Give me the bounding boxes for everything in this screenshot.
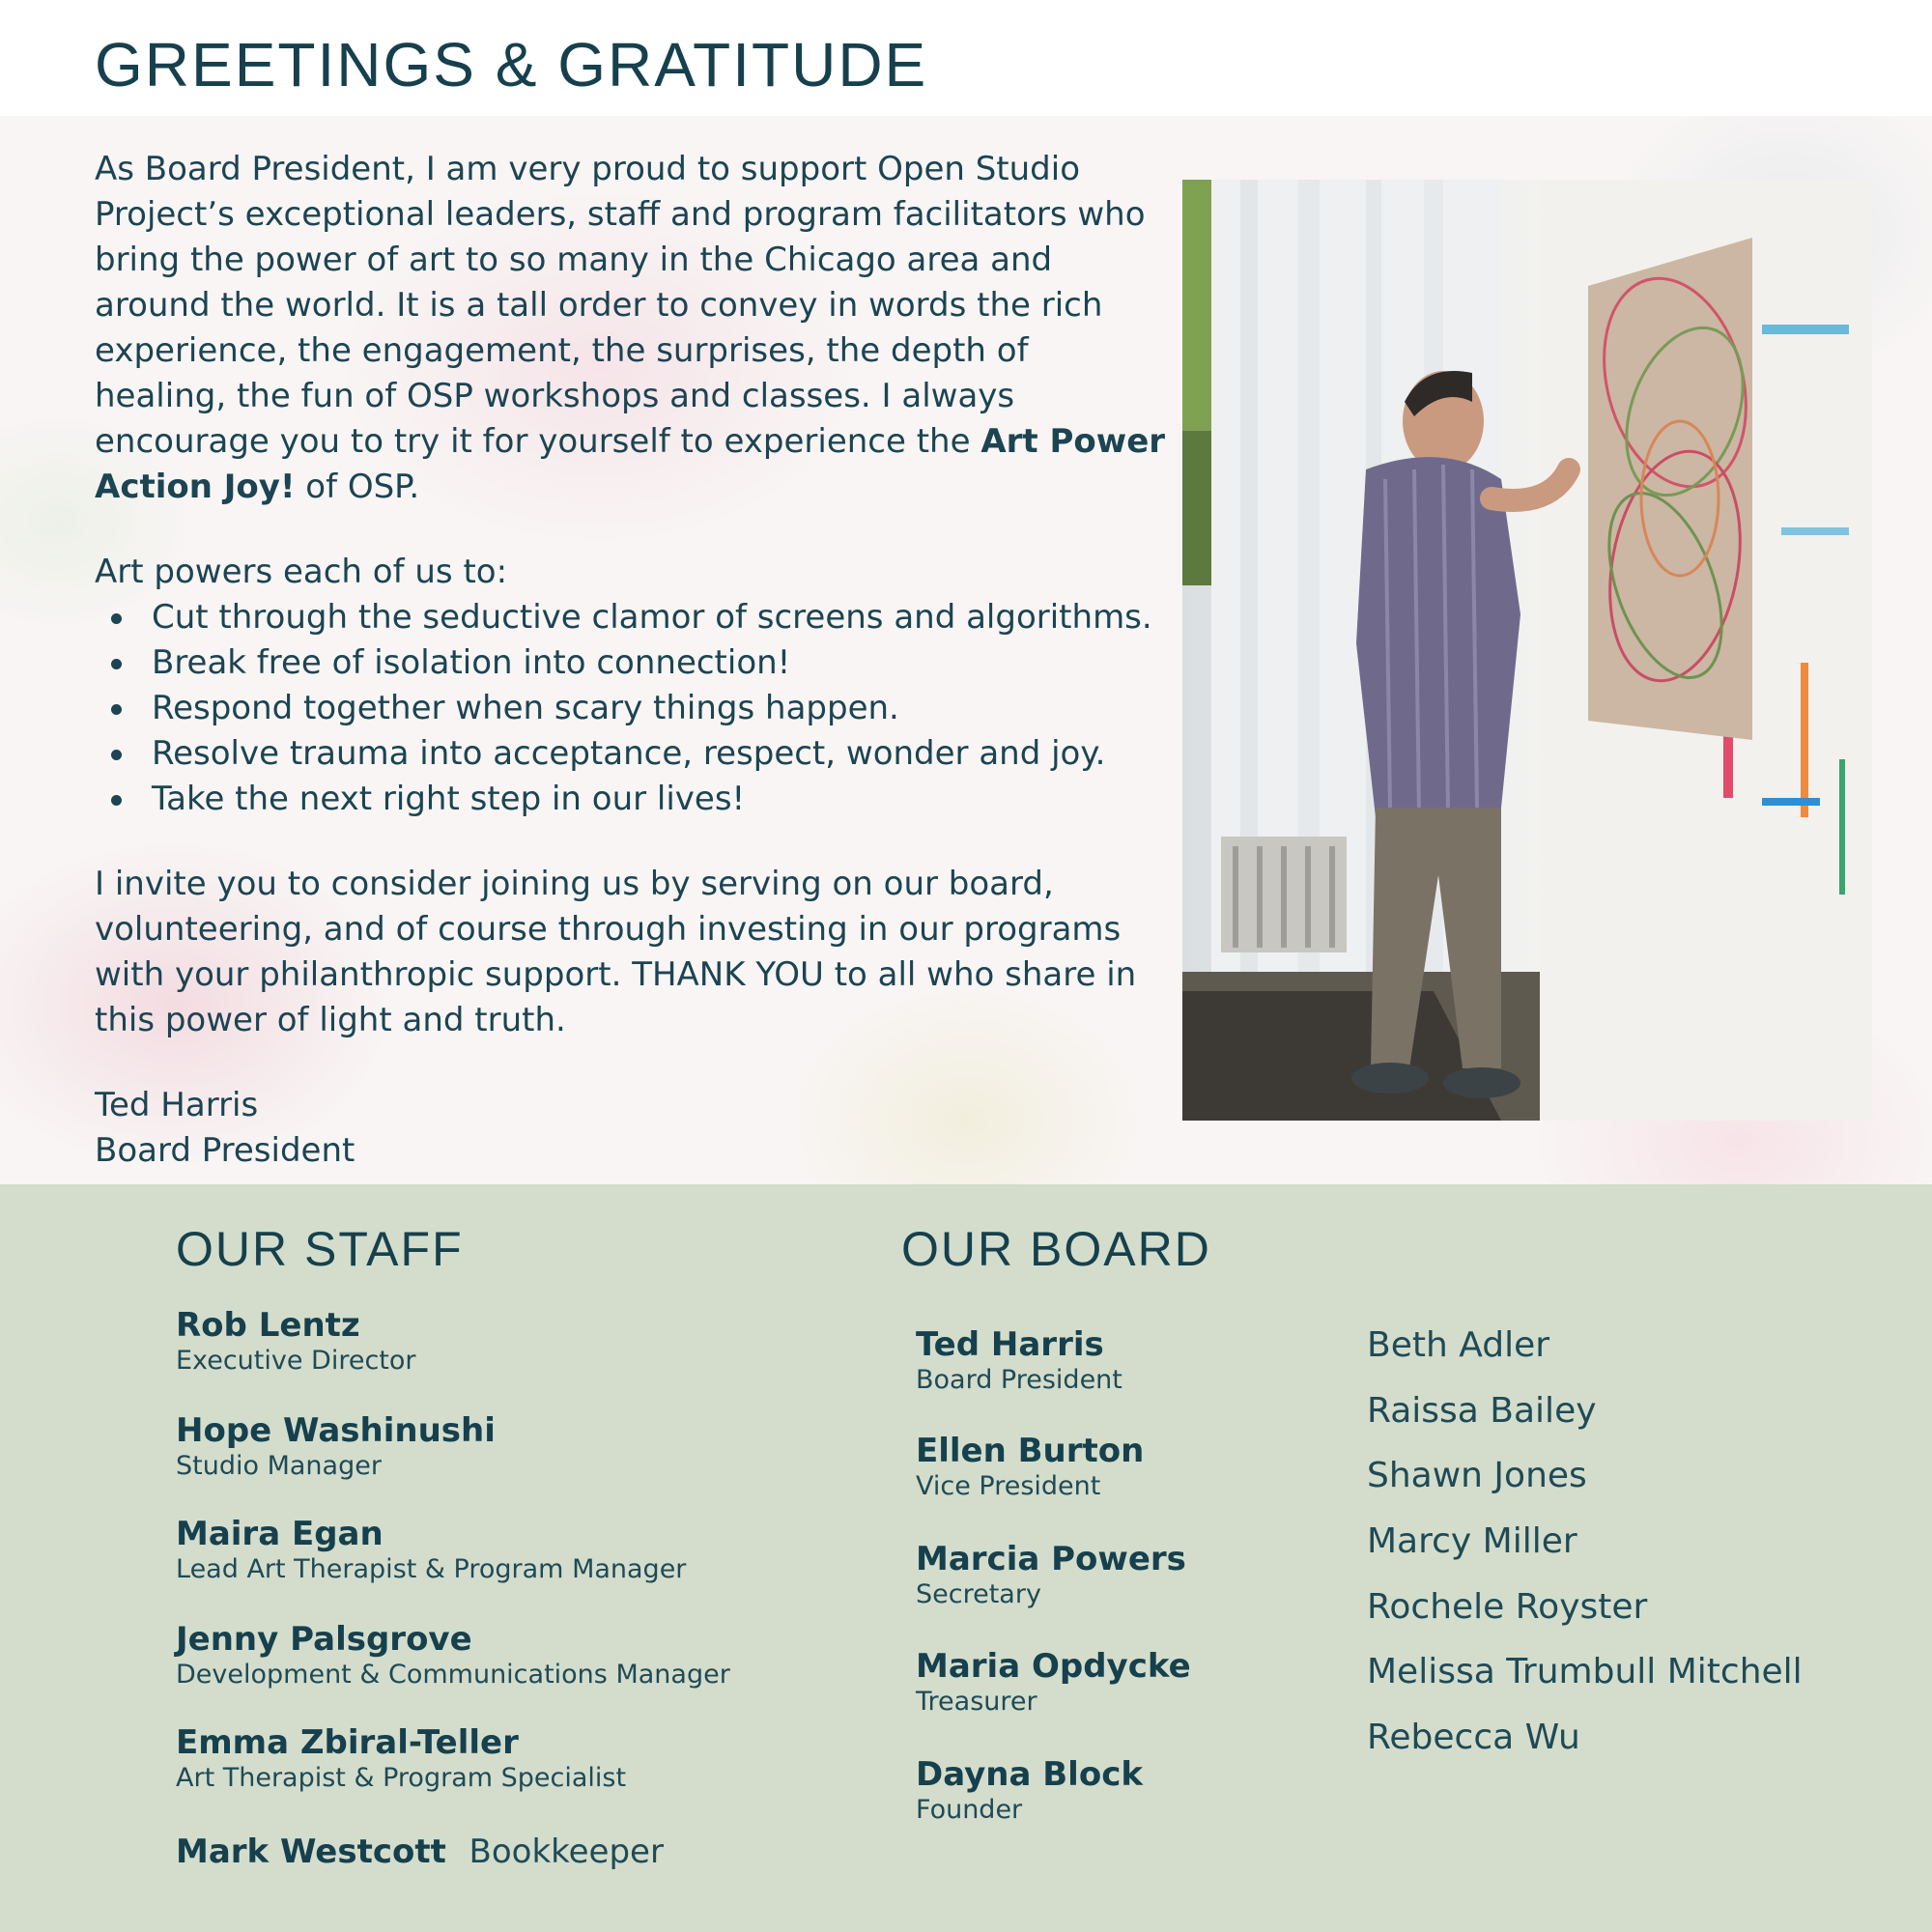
board-member: Marcy Miller (1367, 1521, 1577, 1561)
bullet-icon (111, 750, 122, 760)
staff-member (176, 1411, 496, 1483)
board-member: Rebecca Wu (1367, 1718, 1580, 1757)
officer-name: Ted Harris (916, 1325, 1104, 1364)
staff-role: Executive Director (176, 1346, 416, 1376)
officer-name: Maria Opdycke (916, 1647, 1191, 1686)
signature-name: Ted Harris (95, 1086, 259, 1124)
officer-name: Marcia Powers (916, 1540, 1186, 1578)
staff-name: Jenny Palsgrove (176, 1620, 472, 1659)
letter-paragraph-3: I invite you to consider joining us by serving on our board, volunteering, and of course through investing in our programs with your philanthropic support. THANK YOU to all who share in this power of light and truth. (95, 865, 1137, 1039)
bullet-item: Respond together when scary things happen. (95, 686, 1167, 731)
staff-member (176, 1620, 730, 1691)
board-member: Shawn Jones (1367, 1456, 1587, 1495)
page-title: GREETINGS & GRATITUDE (95, 30, 928, 99)
board-member: Beth Adler (1367, 1325, 1550, 1365)
letter-tagline: Art Power Action Joy! (95, 422, 1166, 506)
photo-man-drawing (1182, 180, 1872, 1121)
staff-name: Mark Westcott (176, 1833, 446, 1871)
staff-section-title: OUR STAFF (176, 1222, 464, 1276)
staff-role: Studio Manager (176, 1451, 382, 1481)
board-member: Raissa Bailey (1367, 1391, 1597, 1431)
letter-paragraph-1: As Board President, I am very proud to support Open Studio Project’s exceptional leaders, staff and program facilitators who bring the power of art to so many in the Chicago area and around the world. It is a tall order to convey in words the rich experience, the engagement, the surprises, the depth of healing, the fun of OSP workshops and classes. I always encourage you to try it for yourself to experience the Art Power Action Joy! of OSP. (95, 150, 1166, 506)
staff-role: Art Therapist & Program Specialist (176, 1763, 627, 1793)
officer-role: Secretary (916, 1579, 1041, 1609)
bullet-icon (111, 659, 122, 669)
board-member: Rochele Royster (1367, 1587, 1648, 1627)
signature-title: Board President (95, 1131, 355, 1170)
president-letter (95, 147, 1167, 1174)
staff-name: Hope Washinushi (176, 1411, 496, 1450)
officer-role: Board President (916, 1365, 1122, 1395)
bullet-item: Cut through the seductive clamor of screens and algorithms. (95, 595, 1167, 640)
staff-member (176, 1833, 664, 1871)
bullet-item: Break free of isolation into connection! (95, 640, 1167, 686)
officer-role: Treasurer (916, 1687, 1037, 1717)
staff-name: Maira Egan (176, 1515, 384, 1553)
staff-member (176, 1306, 416, 1378)
bullet-list (95, 595, 1167, 822)
bullet-icon (111, 795, 122, 806)
board-section-title: OUR BOARD (901, 1222, 1211, 1276)
staff-member (176, 1723, 626, 1795)
board-officer (916, 1755, 1143, 1827)
staff-member (176, 1515, 686, 1586)
officer-name: Ellen Burton (916, 1432, 1145, 1470)
bullet-item: Take the next right step in our lives! (95, 777, 1167, 822)
staff-role: Development & Communications Manager (176, 1660, 730, 1690)
staff-role: Bookkeeper (469, 1833, 664, 1871)
staff-role: Lead Art Therapist & Program Manager (176, 1554, 687, 1584)
staff-name: Emma Zbiral-Teller (176, 1723, 519, 1762)
officer-role: Vice President (916, 1471, 1101, 1501)
list-intro: Art powers each of us to: (95, 553, 508, 591)
board-officer (916, 1432, 1144, 1503)
staff-name: Rob Lentz (176, 1306, 360, 1345)
officer-name: Dayna Block (916, 1755, 1143, 1794)
board-officer (916, 1540, 1186, 1611)
bullet-icon (111, 613, 122, 624)
board-officer (916, 1325, 1122, 1397)
bullet-icon (111, 704, 122, 715)
board-member: Melissa Trumbull Mitchell (1367, 1652, 1803, 1691)
officer-role: Founder (916, 1795, 1023, 1825)
photo-illustration (1182, 180, 1872, 1121)
bullet-item: Resolve trauma into acceptance, respect, wonder and joy. (95, 731, 1167, 777)
board-officer (916, 1647, 1191, 1719)
